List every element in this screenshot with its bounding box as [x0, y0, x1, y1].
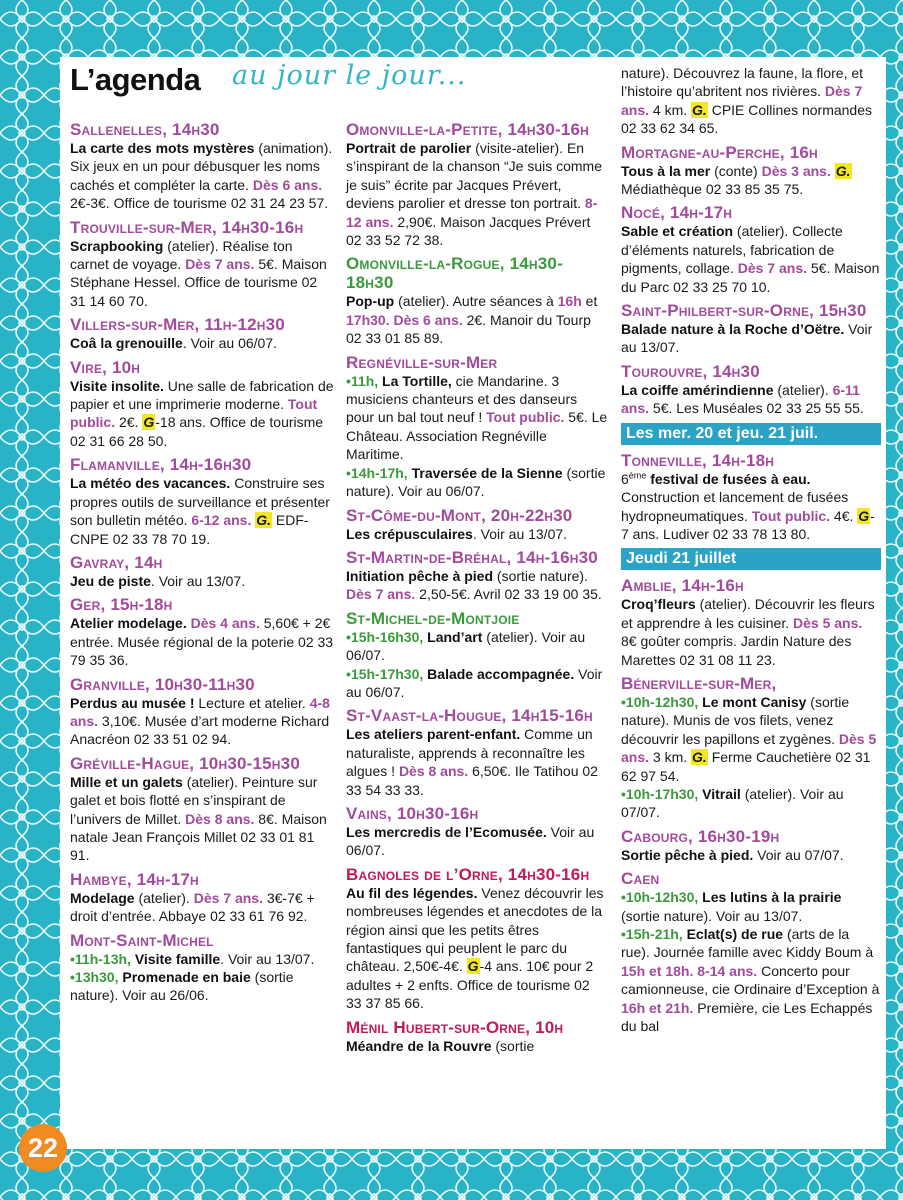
age-label: Dès 5 ans. — [621, 730, 877, 766]
bullet-item — [346, 665, 608, 702]
event-text: 2€. Manoir du Tourp 02 33 01 85 89. — [346, 311, 591, 347]
event-text: (atelier). Collecte d’éléments naturels, fabrication de pigments, collage. — [621, 223, 843, 277]
entry-body — [346, 292, 608, 347]
event-title: Traversée de la Sienne — [407, 464, 563, 481]
event-text: 3€-7€ + droit d’entrée. Abbaye 02 33 61 76 92. — [70, 889, 315, 925]
place-heading: Saint-Philbert-sur-Orne, 15h30 — [621, 301, 867, 321]
agenda-entry — [621, 143, 881, 199]
agenda-entry — [70, 870, 334, 926]
event-title: Les lutins à la prairie — [698, 889, 842, 906]
event-title: Visite famille — [130, 950, 221, 967]
agenda-entry — [70, 218, 334, 311]
event-text: (sortie nature). Voir au 26/06. — [70, 969, 294, 1004]
place-heading: St-Michel-de-Montjoie — [346, 608, 520, 628]
place-heading: Sallenelles, 14h30 — [70, 120, 220, 139]
column-3 — [621, 64, 881, 1040]
age-label: 6-11 ans. — [621, 381, 860, 417]
age-label: 4-8 ans. — [70, 694, 330, 729]
entry-body — [621, 320, 881, 357]
entry-body — [621, 222, 881, 296]
event-text: (sortie nature). Voir au 06/07. — [346, 464, 606, 500]
event-title: Portrait de parolier — [346, 140, 472, 156]
entry-body — [70, 694, 334, 749]
event-title: festival de fusées à eau. — [646, 470, 811, 487]
event-title: Visite insolite. — [70, 377, 164, 394]
event-text: 2,50-5€. Avril 02 33 19 00 35. — [415, 586, 602, 603]
place-heading: St-Martin-de-Bréhal, 14h-16h30 — [346, 547, 598, 567]
age-label: 8-12 ans. — [346, 195, 598, 230]
free-icon: G — [467, 958, 479, 975]
place-heading: Villers-sur-Mer, 11h-12h30 — [70, 315, 285, 335]
event-text: Construction et lancement de fusées hydropneumatiques. — [621, 489, 849, 524]
event-title: Les mercredis de l’Ecomusée. — [346, 823, 547, 840]
event-text: (atelier). Voir au 06/07. — [346, 628, 586, 664]
event-text: (visite-atelier). En s’inspirant de la chanson “Je suis comme je suis” écrite par Jacques Prévert, deviens parolier et dresse ton portrait. — [346, 140, 603, 212]
entry-body — [346, 525, 608, 543]
event-text: 3 km. — [649, 749, 692, 766]
bullet-time: •11h, — [346, 372, 379, 389]
event-text: Concerto pour camionneuse, cie Ordinaire d’Exception à — [621, 962, 880, 998]
event-title: Tous à la mer — [621, 162, 711, 179]
agenda-entry — [70, 553, 334, 590]
entry-body — [70, 334, 334, 352]
event-title: La carte des mots mystères — [70, 140, 255, 156]
event-text: . Voir au 13/07. — [472, 525, 568, 542]
superscript: ème — [628, 470, 647, 481]
event-text: Venez découvrir les nombreuses légendes et anecdotes de la région ainsi que les petits êtres fantastiques qui peuplent le parc du château. 2,50€-4€. — [346, 884, 604, 975]
age-label: Tout public. — [751, 507, 831, 524]
event-text: . Voir au 06/07. — [182, 335, 277, 352]
entry-body — [70, 889, 334, 926]
event-text: 4€. — [830, 507, 858, 524]
place-heading: Flamanville, 14h-16h30 — [70, 455, 252, 475]
agenda-entry — [621, 827, 881, 864]
age-label: 15h et 18h. 8-14 ans. — [621, 962, 758, 979]
entry-body — [70, 572, 334, 590]
place-heading: Caen — [621, 869, 660, 889]
event-title: Méandre de la Rouvre — [346, 1037, 492, 1054]
place-heading: Trouville-sur-Mer, 14h30-16h — [70, 217, 304, 237]
event-title: Les crépusculaires — [346, 525, 473, 542]
event-text: Médiathèque 02 33 85 35 75. — [621, 181, 804, 198]
place-heading: Vains, 10h30-16h — [346, 803, 479, 823]
age-label: Dès 7 ans. — [346, 586, 416, 603]
event-text: Lecture et atelier. — [194, 694, 310, 711]
entry-body — [70, 614, 334, 669]
event-text: . Voir au 13/07. — [220, 950, 315, 967]
event-text: 2,90€. Maison Jacques Prévert 02 33 52 72 38. — [346, 213, 591, 249]
bullet-item — [621, 925, 881, 1035]
age-label: Dès 8 ans. — [185, 810, 255, 827]
event-text: Première, cie Les Echappés du bal — [621, 999, 873, 1035]
place-heading: Omonville-la-Petite, 14h30-16h — [346, 120, 590, 139]
event-title: Initiation pêche à pied — [346, 567, 494, 584]
event-text: 2€-3€. Office de tourisme 02 31 24 23 57. — [70, 195, 329, 212]
event-title: Au fil des légendes. — [346, 884, 478, 901]
bullet-item — [621, 693, 881, 785]
agenda-entry — [621, 576, 881, 669]
event-text: Une salle de fabrication de papier et une imprimerie moderne. — [70, 377, 334, 413]
page-number-badge: 22 — [19, 1124, 67, 1172]
agenda-entry — [70, 315, 334, 352]
event-title: Balade nature à la Roche d’Oëtre. — [621, 321, 845, 338]
bullet-item — [621, 785, 881, 822]
entry-body — [70, 773, 334, 865]
age-label: 16h et 21h. — [621, 999, 694, 1016]
event-title: Mille et un galets — [70, 773, 183, 790]
bullet-time: •10h-17h30, — [621, 785, 699, 802]
entry-body — [621, 470, 881, 544]
event-text: (animation). Six jeux en un pour débusquer les noms cachés et compléter la carte. — [70, 140, 333, 193]
age-label: Dès 7 ans. — [737, 260, 807, 277]
event-text: (atelier). Voir au 07/07. — [621, 785, 844, 821]
event-title: 6 — [621, 470, 629, 487]
event-text: et — [581, 293, 598, 310]
agenda-entry — [621, 869, 881, 1035]
bullet-time: •14h-17h, — [346, 464, 408, 481]
event-text: 5€. Maison Stéphane Hessel. Office de tourisme 02 31 14 60 70. — [70, 256, 327, 309]
agenda-entry — [346, 1018, 608, 1055]
free-icon: G — [143, 414, 155, 431]
age-label: Tout public. — [70, 396, 318, 431]
event-text: -7 ans. Ludiver 02 33 78 13 80. — [621, 507, 875, 542]
event-title: La Tortille, — [378, 372, 452, 389]
event-text: 5€. Les Muséales 02 33 25 55 55. — [649, 400, 864, 417]
event-title: Croq’fleurs — [621, 596, 696, 613]
bullet-time: •11h-13h, — [70, 950, 131, 967]
agenda-entry — [70, 358, 334, 451]
agenda-entry — [621, 301, 881, 357]
column-1 — [70, 120, 334, 1010]
agenda-entry — [346, 609, 608, 702]
agenda-entry — [346, 254, 608, 347]
entry-body — [70, 474, 334, 548]
event-text: 8€. Maison natale Jean François Millet 02 33 01 81 91. — [70, 810, 327, 864]
age-label: Dès 8 ans. — [398, 763, 469, 780]
event-text: nature). Découvrez la faune, la flore, et l’histoire qu’abritent nos rivières. — [621, 65, 864, 100]
event-text: Comme un naturaliste, apprends à reconnaître les algues ! — [346, 726, 593, 780]
event-title: Land’art — [423, 628, 483, 645]
agenda-entry — [621, 203, 881, 296]
event-title: Pop-up — [346, 293, 395, 310]
age-label: Dès 7 ans. — [621, 83, 863, 118]
agenda-entry — [621, 64, 881, 138]
agenda-entry — [346, 706, 608, 799]
event-title: Jeu de piste — [70, 572, 151, 589]
entry-body — [346, 725, 608, 799]
place-heading: St-Vaast-la-Hougue, 14h15-16h — [346, 706, 593, 726]
free-icon: G. — [256, 512, 272, 529]
event-title: Modelage — [70, 889, 135, 906]
age-label: Tout public. — [486, 409, 565, 426]
place-heading: Omonville-la-Rogue, 14h30-18h30 — [346, 254, 563, 293]
event-text: Voir au 07/07. — [753, 846, 844, 863]
event-text: (sortie nature). Munis de vos filets, venez découvrir les papillons et zygènes. — [621, 693, 850, 747]
event-text: (conte) — [710, 162, 762, 179]
entry-body — [346, 139, 608, 249]
bullet-item — [346, 372, 608, 464]
entry-body — [621, 162, 881, 199]
event-title: Le mont Canisy — [698, 693, 807, 710]
event-title: La coiffe amérindienne — [621, 381, 774, 398]
event-text: EDF-CNPE 02 33 78 70 19. — [70, 512, 309, 547]
place-heading: Tourouvre, 14h30 — [621, 361, 760, 381]
event-title: Promenade en baie — [118, 969, 251, 985]
event-text: 8€ goûter compris. Jardin Nature des Marettes 02 31 08 11 23. — [621, 633, 852, 668]
event-title: Perdus au musée ! — [70, 694, 195, 711]
age-label: Dès 7 ans. — [193, 889, 263, 906]
age-label: Dès 6 ans. — [393, 311, 463, 328]
date-banner: Les mer. 20 et jeu. 21 juil. — [621, 423, 881, 445]
page-subtitle: au jour le jour... — [232, 60, 467, 91]
event-text: -4 ans. 10€ pour 2 adultes + 2 enfts. Office de tourisme 02 33 37 85 66. — [346, 958, 594, 1012]
event-text: Voir au 06/07. — [346, 823, 595, 859]
agenda-entry — [346, 506, 608, 543]
agenda-entry — [70, 455, 334, 548]
agenda-entry — [346, 548, 608, 604]
agenda-entry — [70, 675, 334, 749]
event-text: (arts de la rue). Journée famille avec Kiddy Boum à — [621, 926, 874, 961]
event-text: (sortie nature). — [493, 567, 588, 584]
event-text: (sortie — [491, 1037, 535, 1054]
agenda-entry — [621, 451, 881, 544]
column-2 — [346, 120, 608, 1060]
agenda-entry — [346, 120, 608, 249]
event-text: Construire ses propres outils de surveillance et présenter son bulletin météo. — [70, 475, 330, 529]
entry-body — [621, 64, 881, 138]
agenda-entry — [346, 353, 608, 501]
event-text: 3,10€. Musée d’art moderne Richard Anacréon 02 33 51 02 94. — [70, 712, 330, 748]
bullet-item — [70, 968, 334, 1005]
free-icon: G. — [835, 162, 851, 179]
place-heading: Mortagne-au-Perche, 16h — [621, 142, 818, 162]
agenda-entry — [70, 595, 334, 669]
place-heading: Tonneville, 14h-18h — [621, 450, 775, 470]
age-label: 16h — [557, 293, 582, 310]
bullet-time: •15h-17h30, — [346, 665, 424, 682]
event-text: (atelier). — [134, 889, 194, 906]
agenda-entry — [70, 754, 334, 865]
entry-body — [70, 237, 334, 311]
place-heading: Regnéville-sur-Mer — [346, 352, 498, 372]
bullet-time: •13h30, — [70, 969, 119, 985]
event-title: Sortie pêche à pied. — [621, 846, 754, 863]
age-label: Dès 6 ans. — [252, 176, 323, 193]
agenda-entry — [621, 362, 881, 418]
event-text: 4 km. — [649, 101, 692, 118]
event-text: 5€. Maison du Parc 02 33 25 70 10. — [621, 260, 880, 295]
age-label: 6-12 ans. — [191, 512, 252, 529]
bullet-time: •10h-12h30, — [621, 693, 699, 710]
place-heading: Bagnoles de l’Orne, 14h30-16h — [346, 864, 590, 884]
place-heading: Ger, 15h-18h — [70, 595, 173, 615]
event-title: Atelier modelage. — [70, 615, 187, 632]
event-title: Coâ la grenouille — [70, 335, 183, 352]
event-text: . Voir au 13/07. — [150, 572, 246, 589]
agenda-entry — [621, 674, 881, 822]
event-title: Balade accompagnée. — [423, 665, 575, 682]
place-heading: Gavray, 14h — [70, 552, 163, 572]
entry-body — [70, 139, 334, 213]
event-text: (sortie nature). Voir au 13/07. — [621, 907, 803, 924]
age-label: Dès 5 ans. — [793, 614, 863, 631]
event-title: Eclat(s) de rue — [682, 926, 784, 942]
date-banner: Jeudi 21 juillet — [621, 548, 881, 570]
event-title: La météo des vacances. — [70, 475, 231, 492]
entry-body — [346, 823, 608, 860]
age-label: Dès 4 ans. — [190, 615, 260, 632]
age-label: 17h30. — [346, 311, 390, 328]
page-title: L’agenda — [70, 62, 201, 97]
agenda-entry — [346, 804, 608, 860]
event-text: Ferme Cauchetière 02 31 62 97 54. — [621, 749, 871, 784]
event-text: Voir au 06/07. — [346, 665, 603, 700]
place-heading: Granville, 10h30-11h30 — [70, 674, 255, 694]
entry-body — [621, 846, 881, 864]
event-title: Les ateliers parent-enfant. — [346, 726, 521, 743]
place-heading: Cabourg, 16h30-19h — [621, 826, 780, 846]
event-text: (atelier). Réalise ton carnet de voyage. — [70, 237, 293, 273]
entry-body — [621, 381, 881, 418]
event-text: -18 ans. Office de tourisme 02 31 66 28 50. — [70, 414, 324, 449]
entry-body — [346, 1037, 608, 1055]
entry-body — [346, 884, 608, 1013]
bullet-time: •10h-12h30, — [621, 889, 699, 906]
place-heading: Vire, 10h — [70, 357, 141, 377]
event-text: 5,60€ + 2€ entrée. Musée régional de la poterie 02 33 79 35 36. — [70, 615, 334, 669]
free-icon: G. — [692, 749, 707, 766]
place-heading: Hambye, 14h-17h — [70, 869, 199, 889]
bullet-item — [70, 950, 334, 968]
place-heading: Gréville-Hague, 10h30-15h30 — [70, 753, 300, 773]
bullet-time: •15h-16h30, — [346, 628, 424, 645]
event-text: 2€. — [115, 414, 143, 431]
agenda-entry — [70, 120, 334, 213]
agenda-entry — [70, 931, 334, 1005]
entry-body — [621, 595, 881, 669]
place-heading: Bénerville-sur-Mer, — [621, 673, 777, 693]
age-label: Dès 3 ans. — [761, 162, 831, 179]
event-text: (atelier). — [773, 381, 833, 398]
bullet-item — [346, 464, 608, 501]
event-text: 6,50€. Ile Tatihou 02 33 54 33 33. — [346, 763, 598, 798]
entry-body — [70, 377, 334, 451]
event-text: (atelier). Autre séances à — [394, 293, 558, 310]
age-label: Dès 7 ans. — [185, 256, 255, 273]
event-text: (atelier). Découvrir les fleurs et apprendre à les cuisiner. — [621, 596, 875, 631]
event-text: 5€. Le Château. Association Regnéville Maritime. — [346, 409, 608, 463]
free-icon: G — [858, 507, 870, 524]
place-heading: Mont-Saint-Michel — [70, 930, 214, 950]
entry-body — [346, 567, 608, 604]
bullet-item — [346, 628, 608, 665]
place-heading: Ménil Hubert-sur-Orne, 10h — [346, 1017, 564, 1037]
event-title: Sable et création — [621, 223, 734, 240]
place-heading: Amblie, 14h-16h — [621, 576, 744, 596]
bullet-item — [621, 888, 881, 925]
place-heading: St-Côme-du-Mont, 20h-22h30 — [346, 505, 573, 525]
event-title: Vitrail — [698, 785, 741, 802]
agenda-entry — [346, 865, 608, 1013]
bullet-time: •15h-21h, — [621, 926, 683, 942]
event-text: CPIE Collines normandes 02 33 62 34 65. — [621, 101, 872, 137]
event-title: Scrapbooking — [70, 237, 164, 254]
event-text: Voir au 13/07. — [621, 321, 873, 356]
event-text: cie Mandarine. 3 musiciens chanteurs et des danseurs pour un bal tout neuf ! — [346, 372, 578, 426]
event-text: (atelier). Peinture sur galet et bois flotté en s’inspirant de l’univers de Millet. — [70, 773, 318, 827]
place-heading: Nocé, 14h-17h — [621, 203, 733, 223]
free-icon: G. — [692, 101, 707, 118]
